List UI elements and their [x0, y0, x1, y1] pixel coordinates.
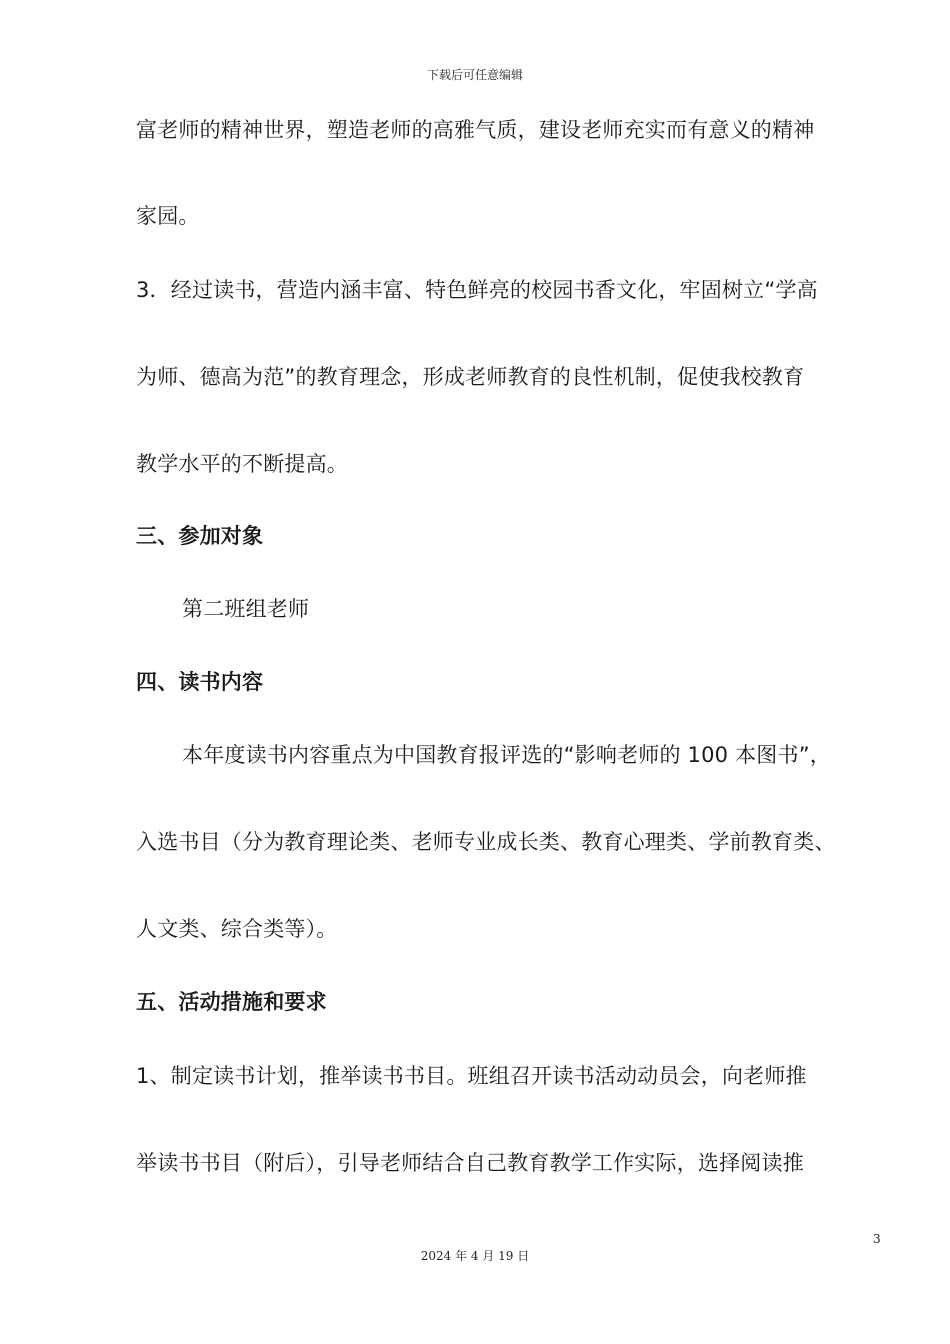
footer-date: 2024 年 4 月 19 日 — [420, 1249, 530, 1263]
body-line-5: 教学水平的不断提高。 — [136, 452, 348, 476]
page-number: 3 — [873, 1232, 881, 1246]
measures-line-1: 1、制定读书计划，推举读书书目。班组召开读书活动动员会，向老师推 — [136, 1064, 807, 1088]
section-heading-measures: 五、活动措施和要求 — [136, 990, 327, 1014]
participants-text: 第二班组老师 — [182, 597, 310, 621]
body-line-1: 富老师的精神世界，塑造老师的高雅气质，建设老师充实而有意义的精神 — [136, 118, 815, 142]
reading-content-line-3: 人文类、综合类等）。 — [136, 917, 338, 941]
reading-content-line-1: 本年度读书内容重点为中国教育报评选的“影响老师的 100 本图书”， — [182, 743, 831, 767]
body-line-3: 3．经过读书，营造内涵丰富、特色鲜亮的校园书香文化，牢固树立“学高 — [136, 278, 818, 302]
measures-line-2: 举读书书目（附后），引导老师结合自己教育教学工作实际，选择阅读推 — [136, 1151, 804, 1175]
body-line-2: 家园。 — [136, 204, 200, 228]
reading-content-line-2: 入选书目（分为教育理论类、老师专业成长类、教育心理类、学前教育类、 — [136, 830, 836, 854]
body-line-4: 为师、德高为范”的教育理念，形成老师教育的良性机制，促使我校教育 — [136, 365, 805, 389]
section-heading-reading-content: 四、读书内容 — [136, 670, 264, 694]
page-header-note: 下载后可任意编辑 — [426, 68, 523, 82]
section-heading-participants: 三、参加对象 — [136, 524, 264, 548]
